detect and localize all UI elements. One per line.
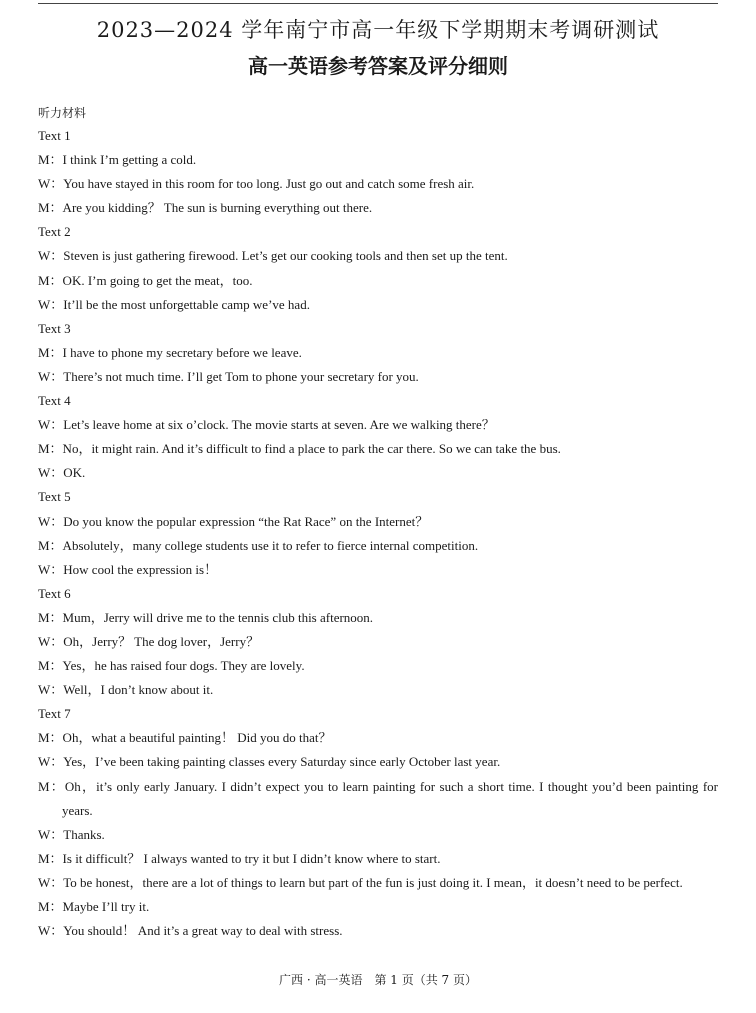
transcript-line: W：It’ll be the most unforgettable camp we’ve had. xyxy=(38,296,310,312)
transcript-line: W：How cool the expression is！ xyxy=(38,561,218,577)
transcript-line: M：Oh，what a beautiful painting！ Did you do that？ xyxy=(38,730,332,746)
transcript-line: M：Are you kidding？ The sun is burning everything out there. xyxy=(38,200,373,216)
transcript-line: M：I think I’m getting a cold. xyxy=(38,152,197,168)
transcript-line: M：Maybe I’ll try it. xyxy=(38,899,150,914)
transcript-line: M：Absolutely，many college students use it to refer to fierce internal competition. xyxy=(38,537,479,553)
transcript-line: Text 4 xyxy=(38,393,71,409)
transcript-line: M：Yes，he has raised four dogs. They are lovely. xyxy=(38,658,305,674)
transcript-line: M：OK. I’m going to get the meat，too. xyxy=(38,272,253,288)
transcript-line: M：I have to phone my secretary before we leave. xyxy=(38,344,302,360)
transcript-line: M：Is it difficult？ I always wanted to try it but I didn’t know where to start. xyxy=(38,850,441,866)
transcript-line: Text 5 xyxy=(38,489,71,505)
transcript-line: Text 6 xyxy=(38,585,71,601)
transcript-paragraph: W：To be honest，there are a lot of things to learn but part of the fun is just doing it. I mean，it doesn’t need to be perfect. xyxy=(38,874,683,890)
transcript-line: W：There’s not much time. I’ll get Tom to phone your secretary for you. xyxy=(38,368,419,384)
transcript-line: W：Thanks. xyxy=(38,826,105,842)
transcript-line: Text 3 xyxy=(38,320,71,336)
transcript-line: M：Mum，Jerry will drive me to the tennis club this afternoon. xyxy=(38,609,374,625)
transcript-line: W：Well，I don’t know about it. xyxy=(38,682,214,698)
answer-key-title: 高一英语参考答案及评分细则 xyxy=(248,54,508,78)
transcript-line: W：Yes，I’ve been taking painting classes every Saturday since early October last year. xyxy=(38,754,501,770)
page-footer: 广西 · 高一英语 第 1 页（共 7 页） xyxy=(279,973,477,987)
transcript-line: W：You should！ And it’s a great way to deal with stress. xyxy=(38,923,343,939)
transcript-body xyxy=(38,124,718,943)
transcript-line: W：You have stayed in this room for too long. Just go out and catch some fresh air. xyxy=(38,176,475,192)
transcript-line: W：OK. xyxy=(38,465,86,481)
transcript-line: Text 7 xyxy=(38,706,71,722)
transcript-line: Text 2 xyxy=(38,224,71,240)
top-rule xyxy=(38,3,718,4)
transcript-line: W：Let’s leave home at six o’clock. The movie starts at seven. Are we walking there？ xyxy=(38,417,495,433)
exam-title: 2023—2024 学年南宁市高一年级下学期期末考调研测试 xyxy=(96,18,660,42)
transcript-line: W：Steven is just gathering firewood. Let’s get our cooking tools and then set up the tent. xyxy=(38,248,508,264)
transcript-line: W：Do you know the popular expression “the Rat Race” on the Internet？ xyxy=(38,513,429,529)
transcript-line: W：Oh，Jerry？ The dog lover，Jerry？ xyxy=(38,633,260,649)
transcript-paragraph: M：Oh，it’s only early January. I didn’t expect you to learn painting for such a short time. I thought you’d been painting for years. xyxy=(38,778,718,818)
transcript-line: Text 1 xyxy=(38,128,71,143)
section-heading-listening: 听力材料 xyxy=(38,106,87,120)
transcript-line: M：No，it might rain. And it’s difficult to find a place to park the car there. So we can take the bus. xyxy=(38,441,561,457)
